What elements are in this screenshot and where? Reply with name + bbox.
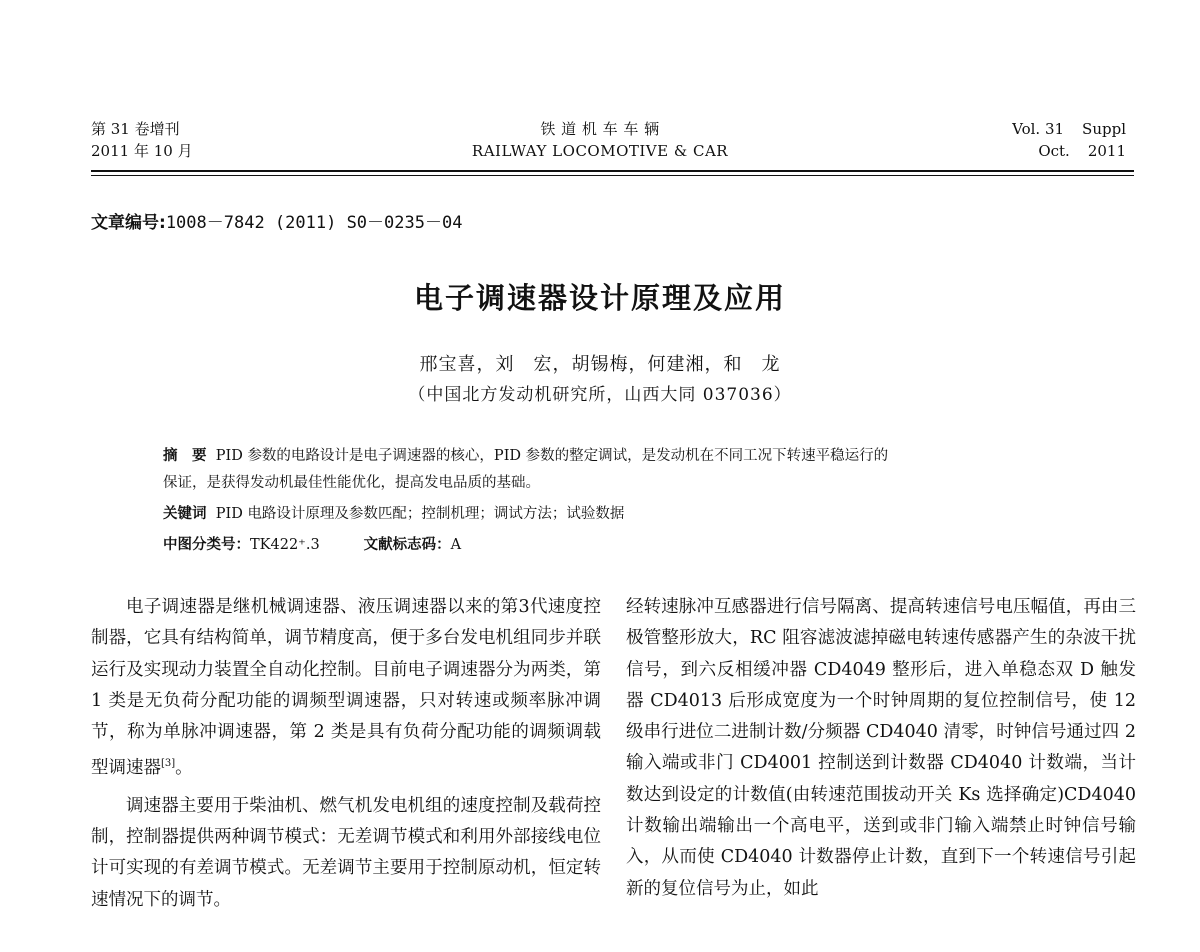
year-en: 2011 xyxy=(1087,142,1126,160)
journal-name-en: RAILWAY LOCOMOTIVE & CAR xyxy=(471,142,729,160)
publication-date: 2011 年 10 月 xyxy=(91,142,193,160)
body-column-left xyxy=(91,592,601,916)
body-text-end: 。 xyxy=(175,758,193,779)
article-number-label: 文章编号: xyxy=(91,213,166,233)
clc-value: TK422⁺.3 xyxy=(250,537,320,553)
abstract-label: 摘 要 xyxy=(163,448,207,464)
doc-code-value: A xyxy=(450,537,462,553)
header-rule-thin xyxy=(91,175,1134,176)
journal-name-cn: 铁 道 机 车 车 辆 xyxy=(540,120,660,138)
keywords xyxy=(163,504,1083,524)
abstract-line-1 xyxy=(163,446,1083,466)
authors: 邢宝喜，刘 宏，胡锡梅，何建湘，和 龙 xyxy=(419,354,781,375)
abstract-text-2: 保证，是获得发动机最佳性能优化，提高发电品质的基础。 xyxy=(163,475,540,491)
body-paragraph: 调速器主要用于柴油机、燃气机发电机组的速度控制及载荷控制，控制器提供两种调节模式：无差调节模式和利用外部接线电位计可实现的有差调节模式。无差调节主要用于控制原动机，恒定转速情况下的调节。 xyxy=(91,795,601,910)
suppl-en: Suppl xyxy=(1082,120,1126,138)
citation-ref: [3] xyxy=(161,758,176,770)
month-en: Oct. xyxy=(1038,142,1070,160)
abstract-line-2 xyxy=(163,473,1083,493)
body-text: 电子调速器是继机械调速器、液压调速器以来的第3代速度控制器，它具有结构简单，调节精度高，便于多台发电机组同步并联运行及实现动力装置全自动化控制。目前电子调速器分为两类，第 1 类是无负荷分配功能的调频型调速器，只对转速或频率脉冲调节，称为单脉冲调速器，第 2 类是具有负荷分配功能的调频调载型调速器 xyxy=(91,597,601,779)
body-paragraph xyxy=(91,592,601,785)
doc-code-label: 文献标志码： xyxy=(363,537,451,553)
classification xyxy=(163,535,1083,555)
journal-header-right xyxy=(1012,118,1126,162)
volume-issue: 第 31 卷增刊 xyxy=(91,120,180,138)
body-paragraph: 经转速脉冲互感器进行信号隔离、提高转速信号电压幅值，再由三极管整形放大，RC 阻容滤波滤掉磁电转速传感器产生的杂波干扰信号，到六反相缓冲器 CD4049 整形后，进入单稳态双 D 触发器 CD4013 后形成宽度为一个时钟周期的复位控制信号，使 12 级串行进位二进制计数/分频器 CD4040 清零，时钟信号通过四 2 输入端或非门 CD4001 控制送到计数器 CD4040 计数端，当计数达到设定的计数值(由转速范围拔动开关 Ks 选择确定)CD4040 计数输出端输出一个高电平，送到或非门输入端禁止时钟信号输入，从而使 CD4040 计数器停止计数，直到下一个转速信号引起新的复位信号为止，如此 xyxy=(626,597,1136,899)
paper-title: 电子调速器设计原理及应用 xyxy=(413,281,786,315)
body-column-right xyxy=(626,592,1136,905)
header-rule-thick xyxy=(91,170,1134,172)
article-number xyxy=(91,208,462,233)
keywords-text: PID 电路设计原理及参数匹配；控制机理；调试方法；试验数据 xyxy=(215,506,625,522)
volume-en: Vol. 31 xyxy=(1012,120,1065,138)
article-number-value: 1008－7842 (2011) S0－0235－04 xyxy=(165,213,463,233)
abstract-text-1: PID 参数的电路设计是电子调速器的核心，PID 参数的整定调试，是发动机在不同工况下转速平稳运行的 xyxy=(215,448,889,464)
keywords-label: 关键词 xyxy=(163,506,207,522)
clc-label: 中图分类号： xyxy=(163,537,250,553)
affiliation: （中国北方发动机研究所，山西大同 037036） xyxy=(408,385,792,405)
